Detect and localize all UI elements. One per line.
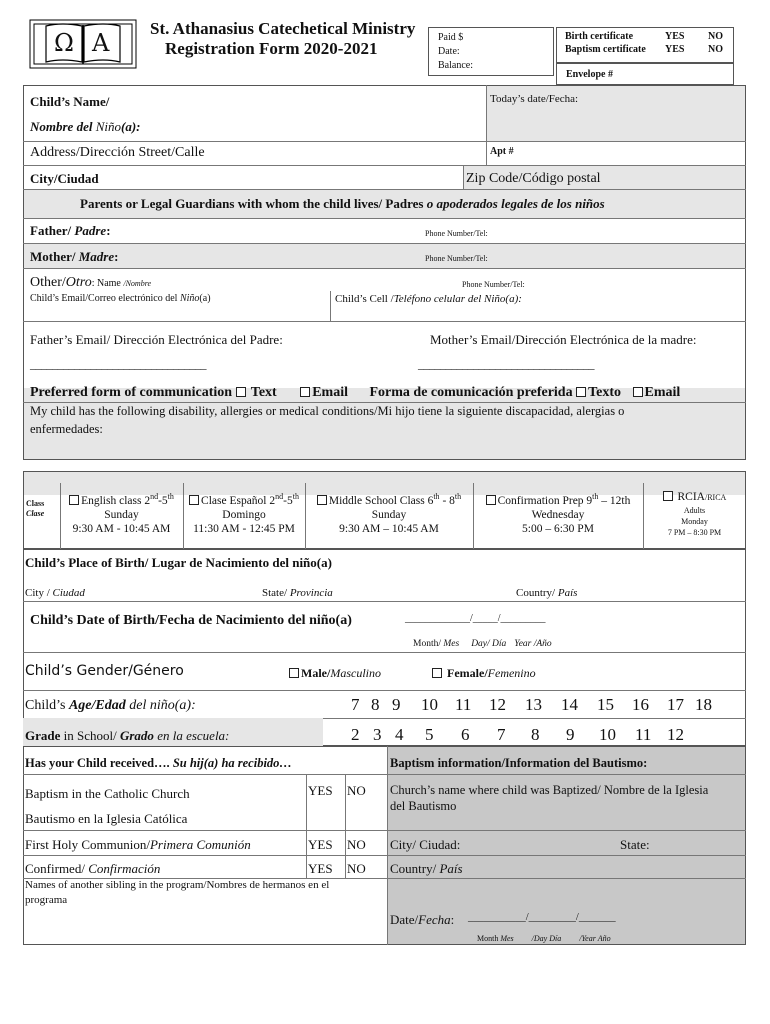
grade-option[interactable]: 12 bbox=[667, 725, 684, 744]
confirmed-no[interactable]: NO bbox=[347, 861, 366, 876]
gender-male[interactable]: Male/Masculino bbox=[289, 667, 381, 679]
baptism-cert-no: NO bbox=[708, 44, 723, 55]
siblings-label-2: programa bbox=[25, 894, 68, 906]
age-option[interactable]: 13 bbox=[525, 695, 542, 714]
grade-option[interactable]: 4 bbox=[395, 725, 404, 744]
child-cell-label: Child’s Cell /Teléfono celular del Niño(a): bbox=[335, 293, 522, 305]
birth-cert-no: NO bbox=[708, 31, 723, 42]
grade-option[interactable]: 10 bbox=[599, 725, 616, 744]
text-checkbox[interactable] bbox=[236, 387, 246, 397]
grade-options bbox=[347, 726, 727, 746]
class-option-confirmation[interactable]: Confirmation Prep 9th – 12th Wednesday 5:00 – 6:30 PM bbox=[473, 490, 643, 536]
birth-state-label: State/ Provincia bbox=[262, 587, 333, 599]
mother-label: Mother/ Madre: bbox=[30, 249, 119, 264]
confirmed-label: Confirmed/ Confirmación bbox=[25, 861, 161, 876]
child-email-label: Child’s Email/Correo electrónico del Niño(a) bbox=[30, 293, 211, 304]
baptism-label-es: Bautismo en la Iglesia Católica bbox=[25, 811, 188, 826]
age-option[interactable]: 9 bbox=[392, 695, 401, 714]
grade-option[interactable]: 7 bbox=[497, 725, 506, 744]
place-of-birth-label: Child’s Place of Birth/ Lugar de Nacimiento del niño(a) bbox=[25, 555, 332, 570]
apt-label: Apt # bbox=[490, 146, 514, 157]
baptism-city-label: City/ Ciudad: bbox=[390, 837, 461, 852]
medical-conditions-label: My child has the following disability, allergies or medical conditions/Mi hijo tiene la siguiente discapacidad, alergias o bbox=[30, 404, 625, 418]
age-option[interactable]: 7 bbox=[351, 695, 360, 714]
grade-option[interactable]: 6 bbox=[461, 725, 470, 744]
class-label: Class bbox=[26, 499, 45, 508]
address-label: Address/Dirección Street/Calle bbox=[30, 145, 205, 160]
child-name-label: Child’s Name/ bbox=[30, 94, 110, 109]
grade-option[interactable]: 5 bbox=[425, 725, 434, 744]
age-option[interactable]: 8 bbox=[371, 695, 380, 714]
child-name-label-es: Nombre del Niño(a): bbox=[30, 119, 141, 134]
email-checkbox[interactable] bbox=[300, 387, 310, 397]
grade-option[interactable]: 9 bbox=[566, 725, 575, 744]
father-email-line: ________________________________ bbox=[30, 357, 206, 371]
birth-section bbox=[23, 549, 746, 746]
received-heading: Has your Child received…. Su hij(a) ha recibido… bbox=[25, 756, 292, 770]
father-label: Father/ Padre: bbox=[30, 223, 111, 238]
baptism-cert-yes: YES bbox=[665, 44, 685, 55]
age-option[interactable]: 16 bbox=[632, 695, 649, 714]
church-name-label: Church’s name where child was Baptized/ Nombre de la Iglesia bbox=[390, 783, 709, 797]
siblings-label: Names of another sibling in the program/Nombres de hermanos en el bbox=[25, 879, 330, 891]
baptism-cert-label: Baptism certificate bbox=[565, 44, 646, 55]
todays-date-label: Today’s date/Fecha: bbox=[490, 93, 579, 105]
baptism-date-label: Date/Fecha: bbox=[390, 912, 455, 927]
logo-alpha: A bbox=[92, 29, 110, 57]
dob-line: _____________/_____/_________ bbox=[405, 613, 546, 624]
baptism-label-en: Baptism in the Catholic Church bbox=[25, 786, 190, 801]
birth-city-label: City / Ciudad bbox=[25, 587, 85, 599]
baptism-state-label: State: bbox=[620, 837, 650, 852]
age-options bbox=[347, 696, 727, 716]
book-icon bbox=[28, 16, 138, 72]
date-of-birth-label: Child’s Date of Birth/Fecha de Nacimiento del niño(a) bbox=[30, 613, 352, 628]
preferred-communication: Preferred form of communication Text Email Forma de comunicación preferida Texto Email bbox=[30, 385, 681, 400]
baptism-date-format: Month Mes /Day Día /Year Año bbox=[477, 934, 611, 943]
grade-option[interactable]: 11 bbox=[635, 725, 652, 744]
envelope-label: Envelope # bbox=[566, 69, 613, 80]
paid-label: Paid $ bbox=[438, 32, 464, 43]
city-label: City/Ciudad bbox=[30, 171, 99, 186]
birth-cert-label: Birth certificate bbox=[565, 31, 634, 42]
grade-option[interactable]: 8 bbox=[531, 725, 540, 744]
male-checkbox[interactable] bbox=[289, 668, 299, 678]
other-phone-label: Phone Number/Tel: bbox=[462, 280, 525, 289]
balance-label: Balance: bbox=[438, 60, 473, 71]
baptism-info-heading: Baptism information/Information del Bautismo: bbox=[390, 756, 648, 770]
birth-country-label: Country/ País bbox=[516, 587, 578, 599]
gender-label: Child’s Gender/Género bbox=[25, 663, 184, 679]
age-option[interactable]: 18 bbox=[695, 695, 712, 714]
date-label: Date: bbox=[438, 46, 460, 57]
age-option[interactable]: 10 bbox=[421, 695, 438, 714]
grade-option[interactable]: 2 bbox=[351, 725, 360, 744]
grade-label: Grade in School/ Grado en la escuela: bbox=[25, 728, 230, 743]
logo-omega: Ω bbox=[54, 29, 74, 57]
page-subtitle: Registration Form 2020-2021 bbox=[165, 39, 378, 58]
age-option[interactable]: 17 bbox=[667, 695, 684, 714]
church-name-label-2: del Bautismo bbox=[390, 799, 457, 813]
texto-checkbox[interactable] bbox=[576, 387, 586, 397]
communion-yes[interactable]: YES bbox=[308, 837, 333, 852]
age-option[interactable]: 15 bbox=[597, 695, 614, 714]
age-option[interactable]: 11 bbox=[455, 695, 472, 714]
mother-email-line: ________________________________ bbox=[418, 357, 594, 371]
female-checkbox[interactable] bbox=[432, 668, 442, 678]
confirmed-yes[interactable]: YES bbox=[308, 861, 333, 876]
communion-no[interactable]: NO bbox=[347, 837, 366, 852]
age-label: Child’s Age/Edad del niño(a): bbox=[25, 698, 196, 713]
medical-conditions-label-2: enfermedades: bbox=[30, 422, 103, 436]
logo bbox=[28, 16, 138, 72]
class-option-espanol[interactable]: Clase Español 2nd-5th Domingo 11:30 AM - 12:45 PM bbox=[183, 490, 305, 536]
father-email-label: Father’s Email/ Dirección Electrónica del Padre: bbox=[30, 332, 283, 347]
birth-cert-yes: YES bbox=[665, 31, 685, 42]
grade-option[interactable]: 3 bbox=[373, 725, 382, 744]
parents-heading: Parents or Legal Guardians with whom the child lives/ Padres o apoderados legales de los niños bbox=[80, 196, 605, 211]
baptism-yes[interactable]: YES bbox=[308, 783, 333, 798]
class-label-es: Clase bbox=[26, 509, 45, 518]
father-phone-label: Phone Number/Tel: bbox=[425, 229, 488, 238]
age-option[interactable]: 14 bbox=[561, 695, 578, 714]
communion-label: First Holy Communion/Primera Comunión bbox=[25, 837, 251, 852]
baptism-date-line: ___________/_________/_______ bbox=[468, 912, 616, 923]
class-option-english[interactable]: English class 2nd-5th Sunday 9:30 AM - 10:45 AM bbox=[60, 490, 183, 536]
mother-phone-label: Phone Number/Tel: bbox=[425, 254, 488, 263]
other-guardian-label: Other/Otro: Name /Nombre bbox=[30, 275, 152, 290]
page-title: St. Athanasius Catechetical Ministry bbox=[150, 19, 416, 38]
baptism-country-label: Country/ País bbox=[390, 861, 463, 876]
email-es-checkbox[interactable] bbox=[633, 387, 643, 397]
gender-female[interactable]: Female/Femenino bbox=[432, 667, 536, 679]
class-option-rcia[interactable]: RCIA/RICA Adults Monday 7 PM – 8:30 PM bbox=[643, 490, 746, 538]
class-option-middle-school[interactable]: Middle School Class 6th - 8th Sunday 9:30 AM – 10:45 AM bbox=[305, 490, 473, 536]
zip-label: Zip Code/Código postal bbox=[466, 171, 601, 186]
baptism-no[interactable]: NO bbox=[347, 783, 366, 798]
age-option[interactable]: 12 bbox=[489, 695, 506, 714]
mother-email-label: Mother’s Email/Dirección Electrónica de la madre: bbox=[430, 332, 697, 347]
dob-format-label: Month/ Mes Day/ Día Year /Año bbox=[413, 639, 552, 649]
